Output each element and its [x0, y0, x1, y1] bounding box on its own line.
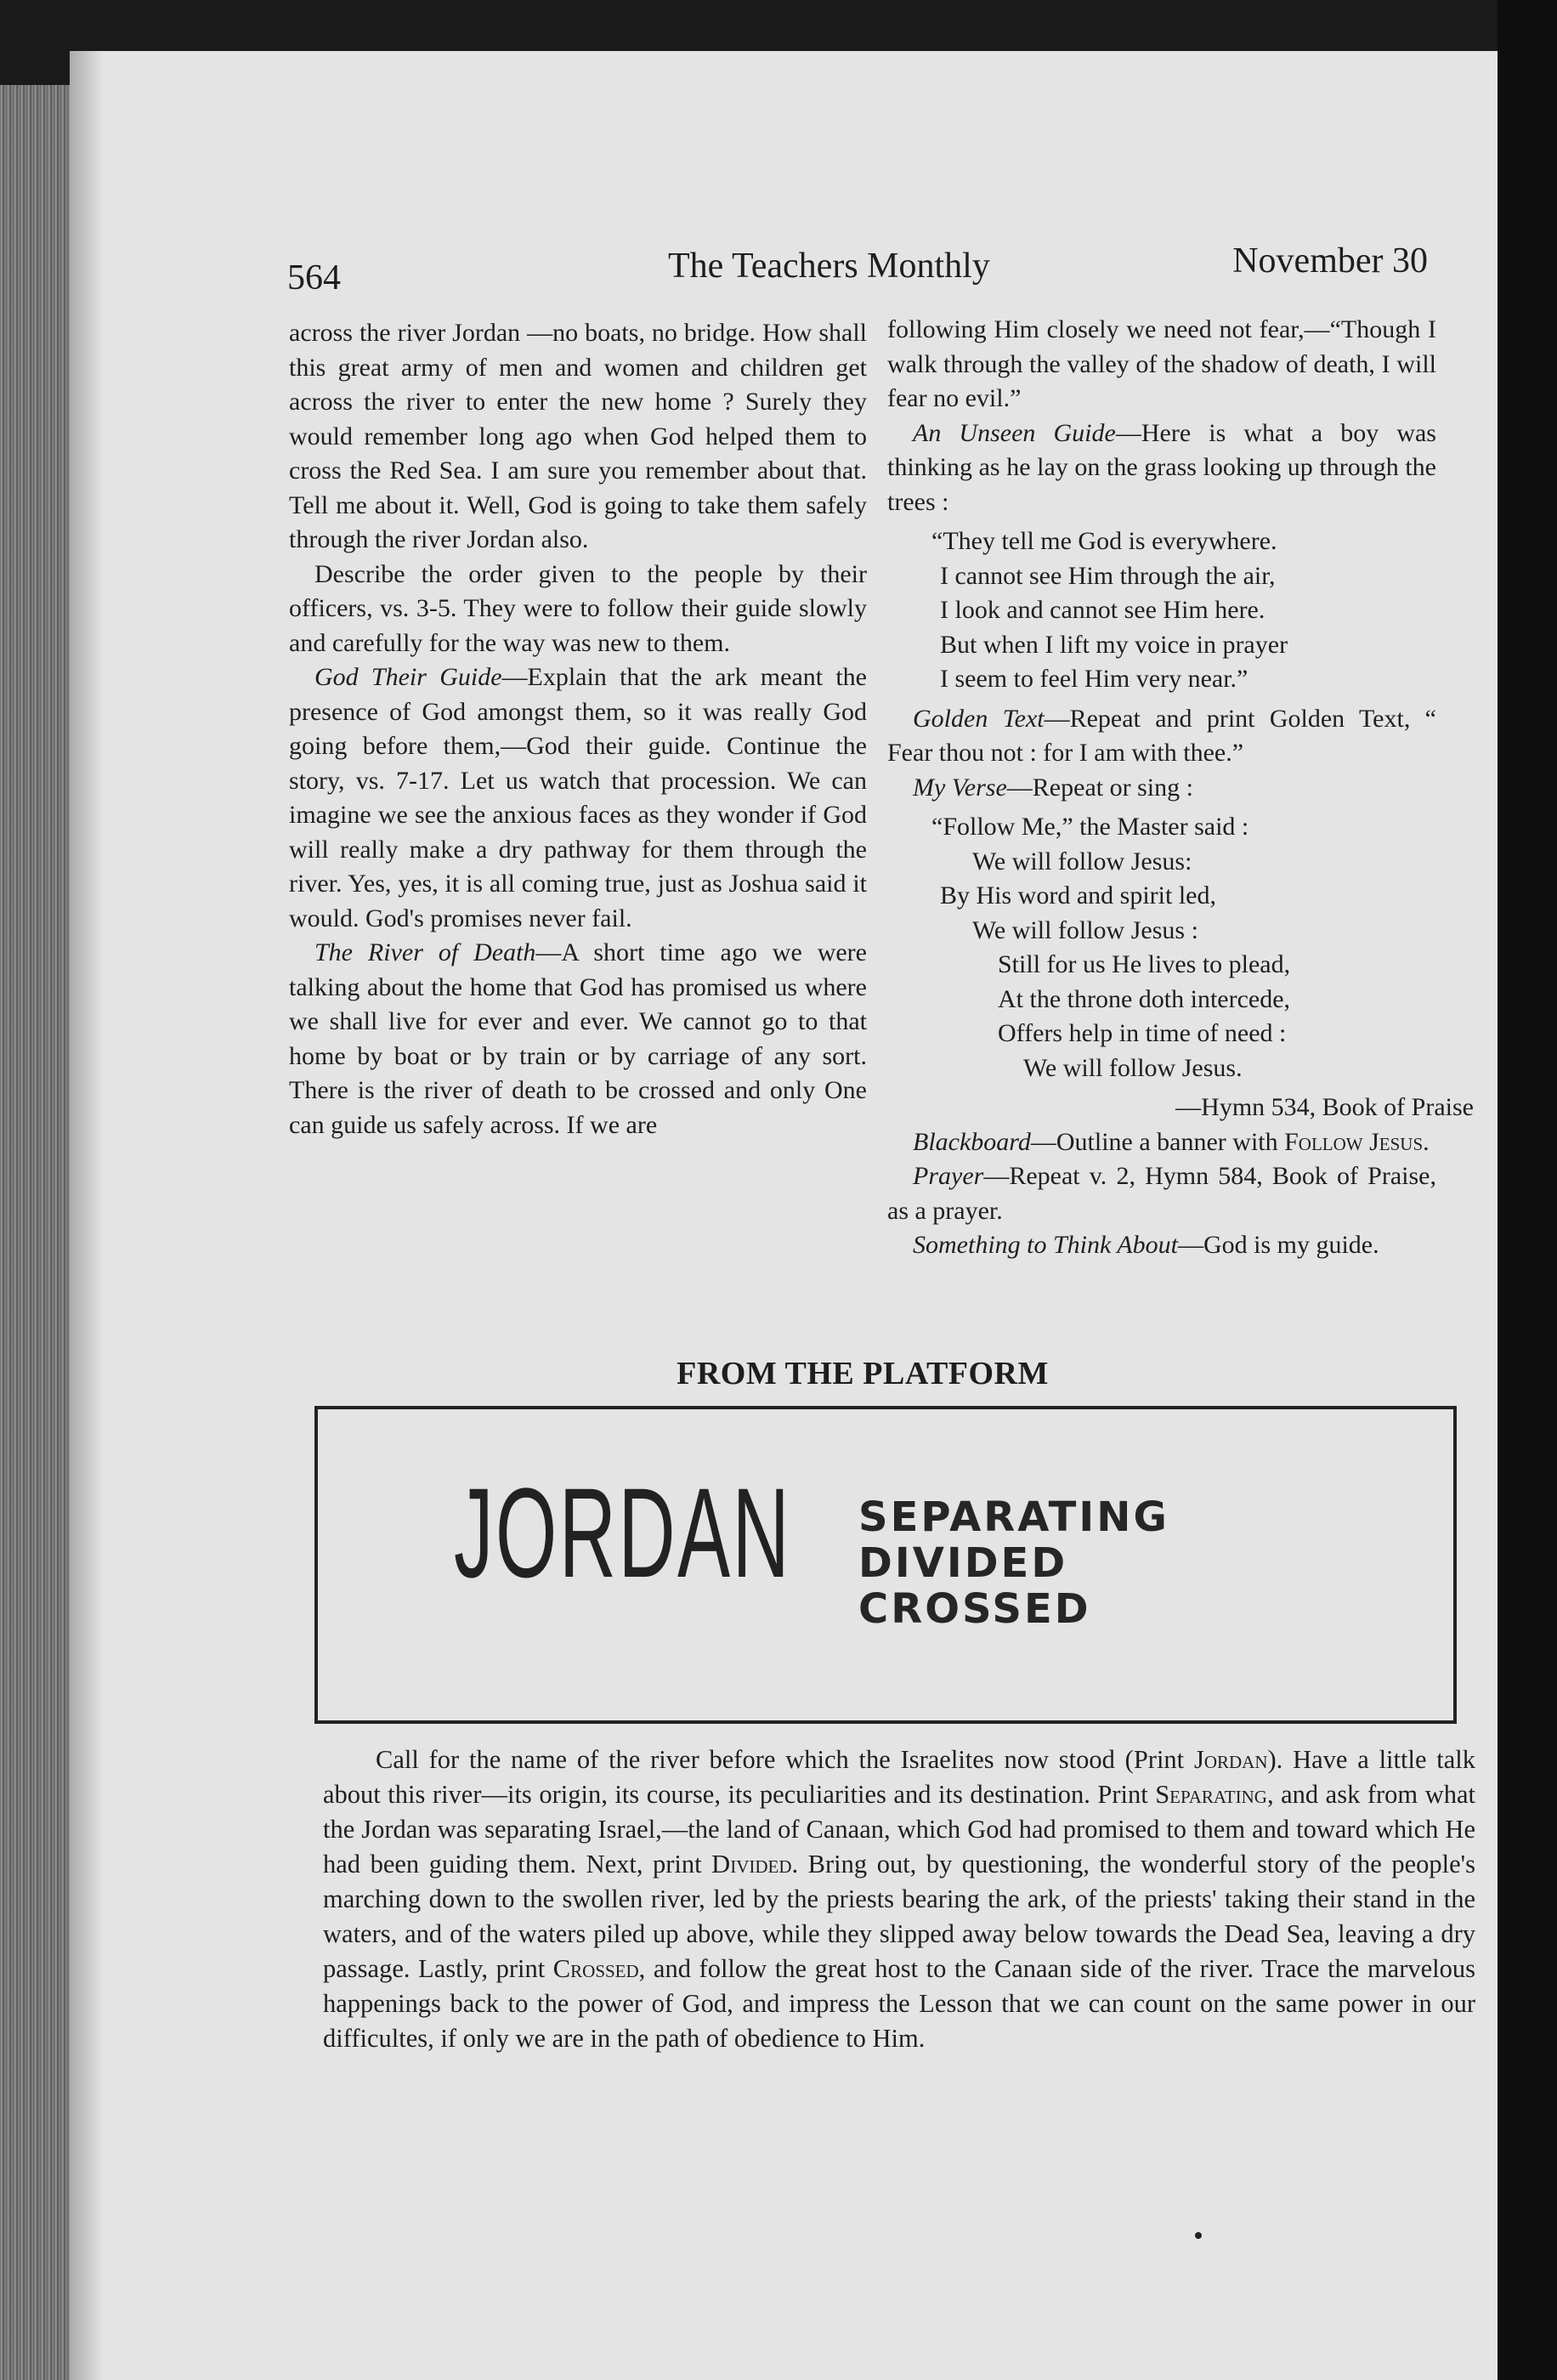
poem [887, 524, 1436, 697]
small-caps-text: Separating [1155, 1780, 1267, 1809]
paragraph-text: , and ask from what the Jordan was separating Israel,—the land of Canaan, which God had promised to them and toward which He had been guiding them. Next, print [323, 1780, 1475, 1878]
paragraph-text: Describe the order given to the people by their officers, vs. 3-5. They were to follow their guide slowly and carefully for the way was new to them. [289, 559, 867, 657]
poem-line: I look and cannot see Him here. [940, 596, 1265, 624]
paragraph-text: , and follow the great host to the Canaan side of the river. Trace the marvelous happenings back to the power of God, and impress the Lesson that we can count on the same power in our difficultes, if only we are in the path of obedience to Him. [323, 1954, 1475, 2053]
platform-instructions [323, 1742, 1475, 2056]
paragraph-text: —Here is what a boy was thinking as he lay on the grass looking up through the trees : [887, 418, 1436, 516]
small-caps-text: Divided [711, 1850, 792, 1878]
paragraph [887, 1125, 1436, 1160]
running-header [287, 236, 1428, 296]
scan-border [1498, 0, 1557, 2380]
paragraph-text: Call for the name of the river before which the Israelites now stood (Print [376, 1745, 1194, 1774]
poem-line: But when I lift my voice in prayer [940, 630, 1288, 659]
section-label: Prayer [913, 1162, 984, 1190]
page-number: 564 [287, 258, 341, 298]
poem-line: I cannot see Him through the air, [940, 561, 1276, 590]
small-caps-text: Follow Jesus [1284, 1127, 1424, 1156]
paragraph [887, 1228, 1436, 1263]
gutter-shadow [70, 51, 104, 2380]
paragraph-text: —Repeat or sing : [1006, 773, 1193, 802]
section-label: The River of Death [314, 938, 536, 966]
ink-speck [1195, 2232, 1202, 2239]
paragraph-text: —Repeat and print Golden Text, “ Fear thou not : for I am with thee.” [887, 704, 1436, 767]
hymn-line: We will follow Jesus : [972, 915, 1198, 944]
paragraph [887, 416, 1436, 520]
paragraph [289, 558, 867, 661]
paragraph-text: —Repeat v. 2, Hymn 584, Book of Praise, as a prayer. [887, 1162, 1436, 1225]
paragraph-text: —Explain that the ark meant the presence of God amongst them, so it was really God going before them,—God their guide. Continue the story, vs. 7-17. Let us watch that procession. We can imagine we see the anxious faces as they wonder if God will really make a dry pathway for them through the river. Yes, yes, it is all coming true, just as Joshua said it would. God's promises never fail. [289, 663, 868, 932]
section-label: An Unseen Guide [913, 418, 1116, 447]
board-word: CROSSED [858, 1585, 1091, 1633]
poem-line: I seem to feel Him very near.” [940, 665, 1248, 693]
left-column [289, 316, 867, 1142]
board-word: DIVIDED [858, 1539, 1068, 1587]
paragraph-text: —A short time ago we were talking about the home that God has promised us where we shall live for ever and ever. We cannot go to that home by boat or by train or by carriage of any sort. There is the river of death to be crossed and only One can guide us safely across. If we are [289, 938, 867, 1139]
board-word-stack [858, 1494, 1169, 1632]
section-label: My Verse [913, 773, 1007, 802]
paragraph [887, 702, 1436, 771]
paragraph-text: . [1423, 1127, 1430, 1156]
hymn-line: We will follow Jesus. [1023, 1053, 1243, 1082]
hymn-reference: —Hymn 534, Book of Praise [1175, 1093, 1474, 1121]
paragraph-text: ). Have a little talk about this river—its origin, its course, its peculiarities and its destination. Print [323, 1745, 1476, 1809]
section-label: Blackboard [913, 1127, 1031, 1156]
paragraph [289, 660, 867, 936]
platform-heading: FROM THE PLATFORM [677, 1356, 1049, 1391]
paragraph-text: —God is my guide. [1177, 1231, 1379, 1259]
small-caps-text: Crossed [552, 1954, 639, 1983]
hymn-line: Offers help in time of need : [998, 1019, 1287, 1047]
paragraph [887, 771, 1436, 806]
paragraph-text: . Bring out, by questioning, the wonderful story of the people's marching down to the swollen river, led by the priests bearing the ark, of the priests' taking their stand in the waters, and of the waters piled up above, while they slipped away below towards the Dead Sea, leaving a dry passage. Lastly, print [323, 1850, 1475, 1983]
paragraph: across the river Jordan —no boats, no bridge. How shall this great army of men and women and children get across the river to enter the new home ? Surely they would remember long ago when God helped them to cross the Red Sea. I am sure you remember about that. Tell me about it. Well, God is going to take them safely through the river Jordan also. [289, 319, 867, 553]
small-caps-text: Jordan [1193, 1745, 1268, 1774]
section-label: Something to Think About [913, 1231, 1178, 1259]
section-label: God Their Guide [314, 663, 502, 691]
paragraph: following Him closely we need not fear,—“Though I walk through the valley of the shadow of death, I will fear no evil.” [887, 315, 1436, 412]
journal-title: The Teachers Monthly [668, 246, 990, 286]
poem-line: “They tell me God is everywhere. [931, 527, 1277, 555]
issue-date: November 30 [1232, 241, 1428, 280]
book-page-edges [0, 85, 70, 2380]
hymn-line: Still for us He lives to plead, [998, 950, 1291, 978]
paragraph-text: —Outline a banner with [1030, 1127, 1285, 1156]
paragraph [323, 1742, 1475, 2056]
hymn [887, 810, 1436, 1085]
hymn-line: At the throne doth intercede, [998, 984, 1291, 1013]
right-column [887, 313, 1474, 1263]
hymn-line: “Follow Me,” the Master said : [931, 813, 1249, 841]
section-label: Golden Text [913, 704, 1045, 733]
hymn-line: By His word and spirit led, [940, 881, 1216, 910]
blackboard-box [314, 1406, 1457, 1724]
paragraph [887, 1159, 1436, 1228]
board-big-word: JORDAN [454, 1461, 792, 1604]
hymn-line: We will follow Jesus: [972, 847, 1192, 876]
board-word: SEPARATING [858, 1493, 1169, 1541]
paragraph [289, 936, 867, 1142]
